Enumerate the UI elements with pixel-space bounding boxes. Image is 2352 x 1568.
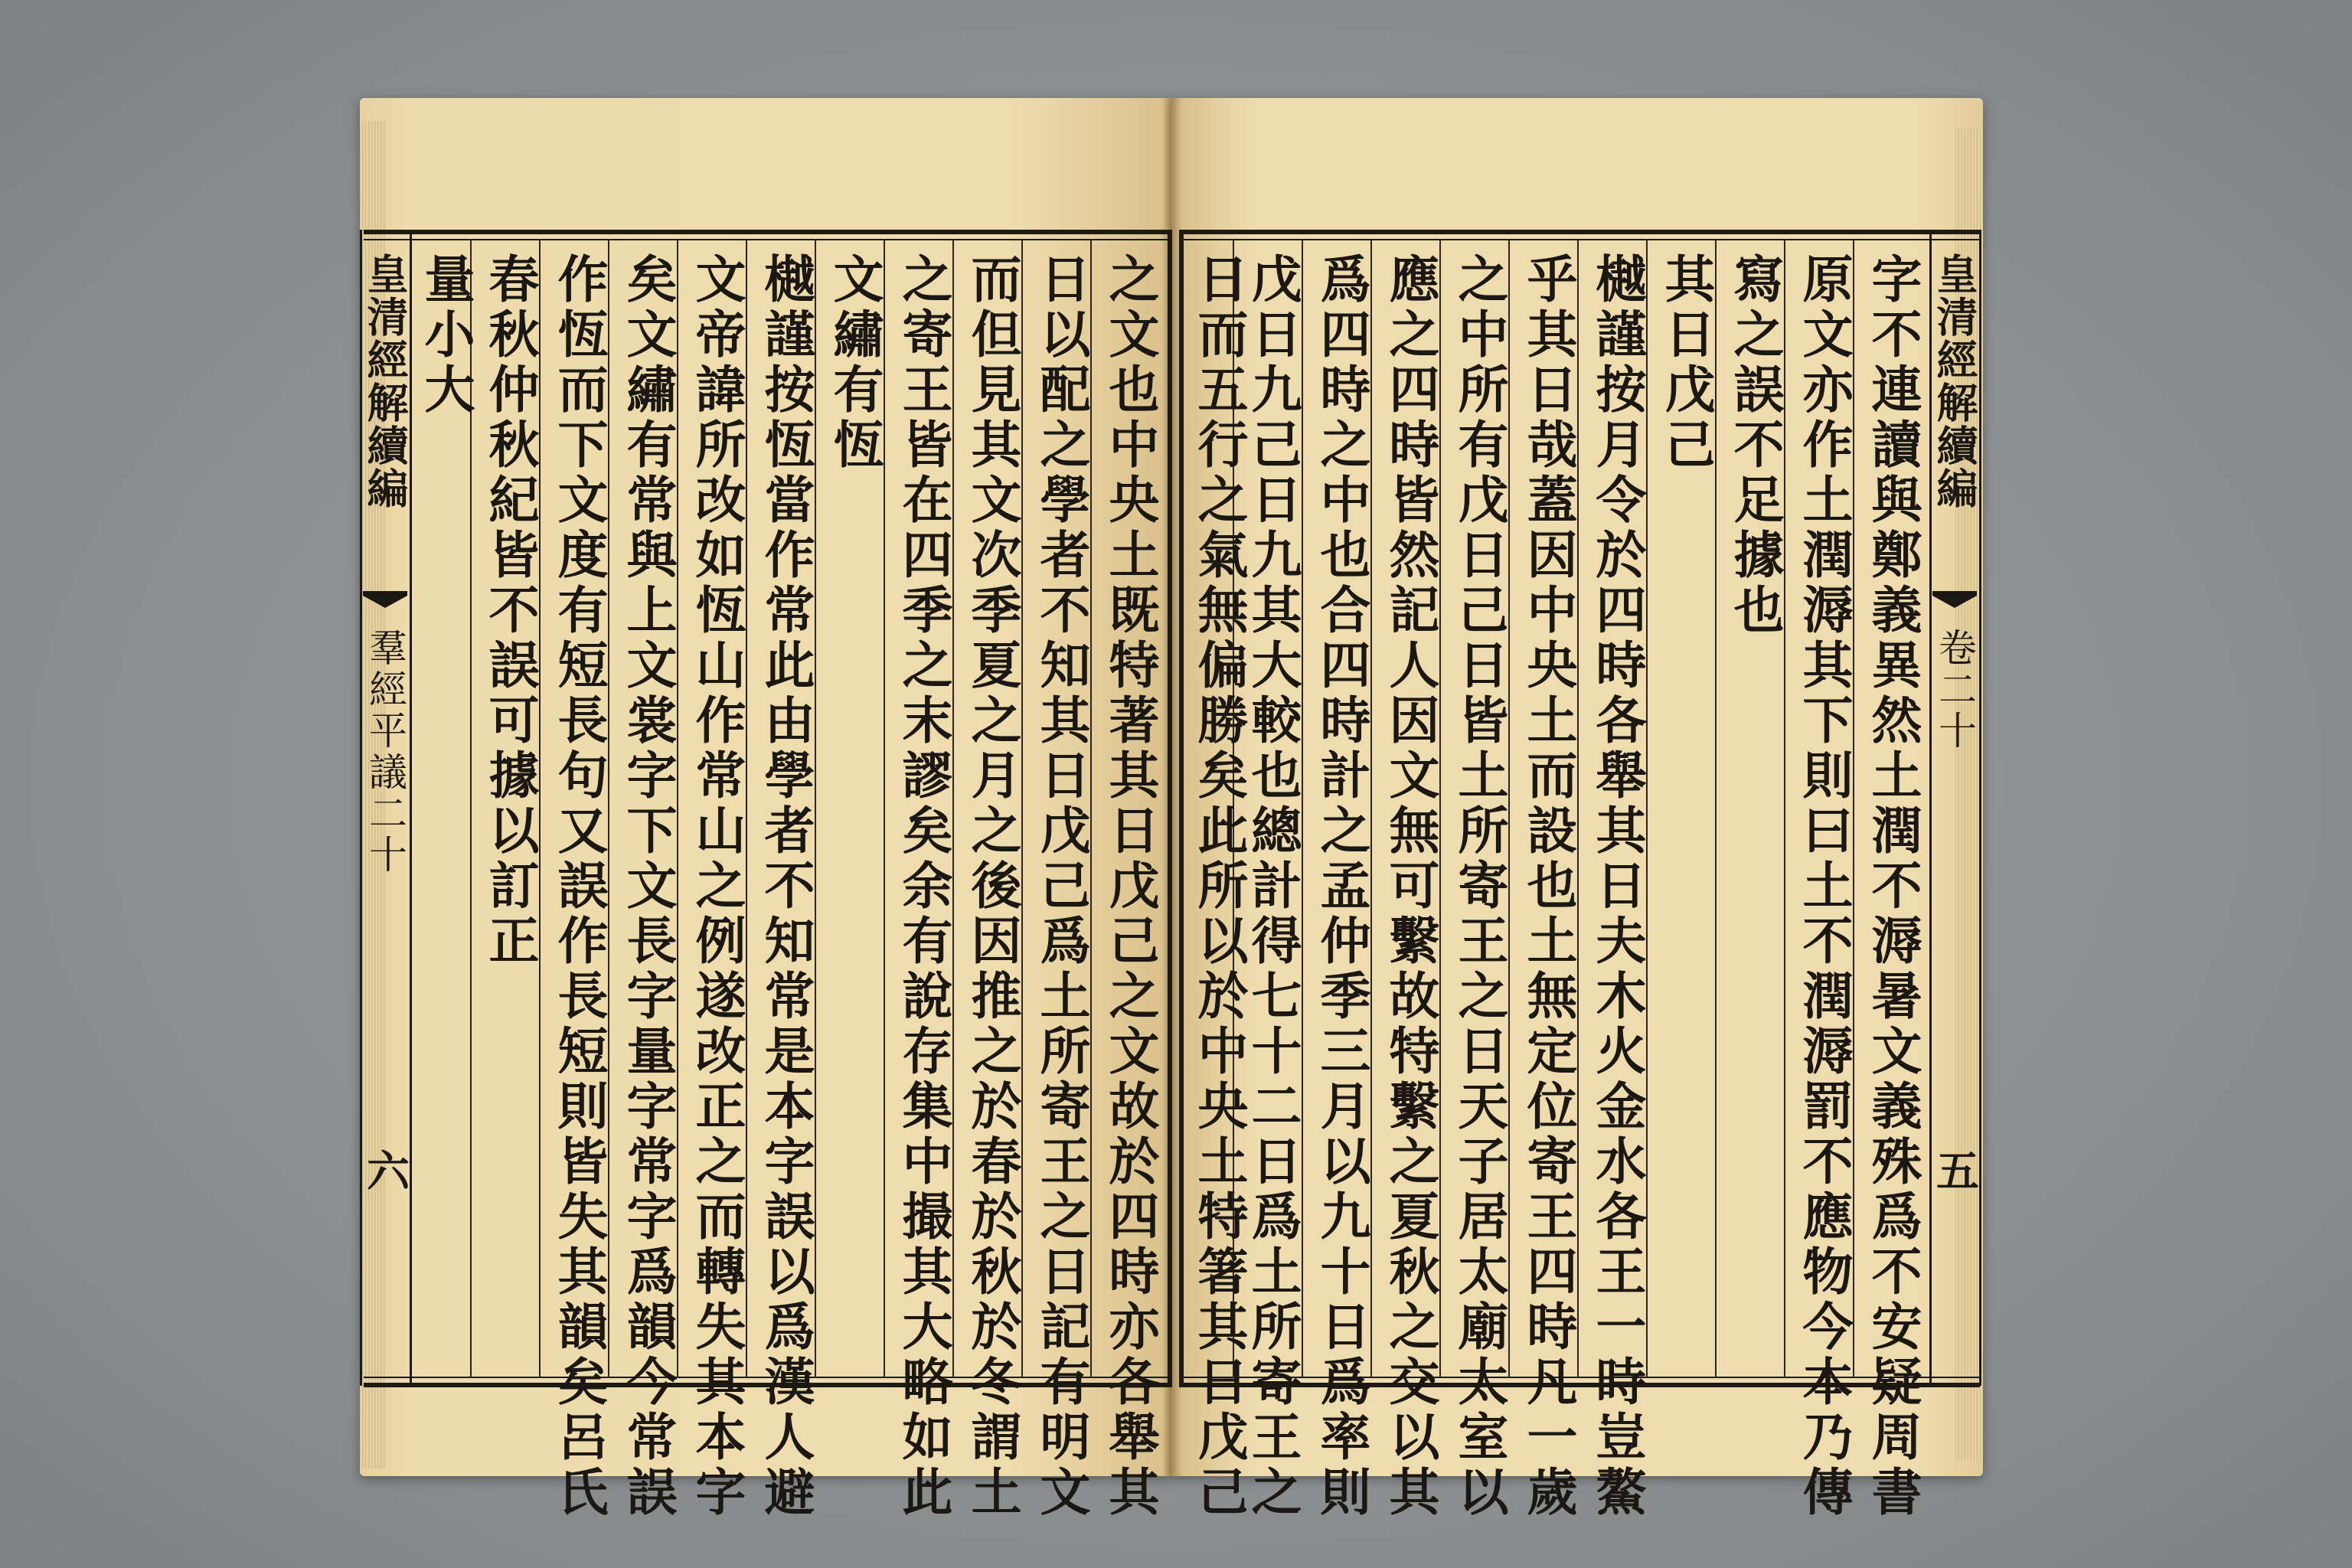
right-text-column: 其日戊己 (1656, 253, 1716, 473)
left-text-column: 量小大 (416, 253, 475, 418)
left-text-column: 之文也中央土既特著其日戊己之文故於四時亦各舉其 (1100, 253, 1160, 1521)
left-text-column: 樾謹按恆當作常此由學者不知常是本字誤以爲漢人避 (756, 253, 815, 1521)
right-fish-tail-mark (1931, 590, 1978, 609)
right-text-column: 之中所有戊日己日皆土所寄王之日天子居太廟太室以 (1449, 253, 1509, 1521)
right-text-column: 日而五行之氣無偏勝矣此所以於中央土特箸其日戊己 (1189, 253, 1249, 1521)
left-fish-tail-mark (361, 590, 409, 609)
right-text-column: 戊日九己日九其大較也總計得七十二日爲土所寄王之 (1243, 253, 1302, 1521)
left-text-column: 春秋仲秋紀皆不誤可據以訂正 (480, 253, 540, 969)
right-text-column: 樾謹按月令於四時各舉其日夫木火金水各王一時豈鰲 (1587, 253, 1647, 1521)
right-folio-number: 五 (1929, 1148, 1980, 1191)
left-banner-subtitle: 羣經平議二十 (363, 628, 407, 876)
right-text-column: 字不連讀與鄭義異然土潤不溽暑文義殊爲不安疑周書 (1863, 253, 1922, 1521)
right-text-column: 乎其日哉蓋因中央土而設也土無定位寄王四時凡一歲 (1518, 253, 1578, 1521)
left-text-column: 文繡有恆 (825, 253, 884, 473)
left-folio-number: 六 (360, 1148, 410, 1191)
right-banner-subtitle: 卷二十 (1932, 628, 1977, 752)
right-text-column: 應之四時皆然記人因文無可繫故特繫之夏秋之交以其 (1380, 253, 1440, 1521)
right-text-column: 原文亦作土潤溽其下則曰土不潤溽罰不應物今本乃傳 (1794, 253, 1854, 1521)
left-text-column: 作恆而下文度有短長句又誤作長短則皆失其韻矣呂氏 (549, 253, 609, 1521)
right-banner-title: 皇清經解續編 (1930, 253, 1979, 510)
left-text-column: 文帝諱所改如恆山作常山之例遂改正之而轉失其本字 (687, 253, 746, 1521)
left-banner-title: 皇清經解續編 (361, 253, 410, 510)
left-text-column: 矣文繡有常與上文裳字下文長字量字常字爲韻今常誤 (618, 253, 678, 1521)
left-text-column: 而但見其文次季夏之月之後因推之於春於秋於冬謂土 (962, 253, 1022, 1521)
left-text-column: 之寄王皆在四季之末謬矣余有說存集中撮其大略如此 (893, 253, 953, 1521)
right-text-column: 爲四時之中也合四時計之孟仲季三月以九十日爲率則 (1312, 253, 1371, 1521)
right-text-column: 寫之誤不足據也 (1725, 253, 1785, 639)
left-text-column: 日以配之學者不知其日戊己爲土所寄王之日記有明文 (1031, 253, 1091, 1521)
